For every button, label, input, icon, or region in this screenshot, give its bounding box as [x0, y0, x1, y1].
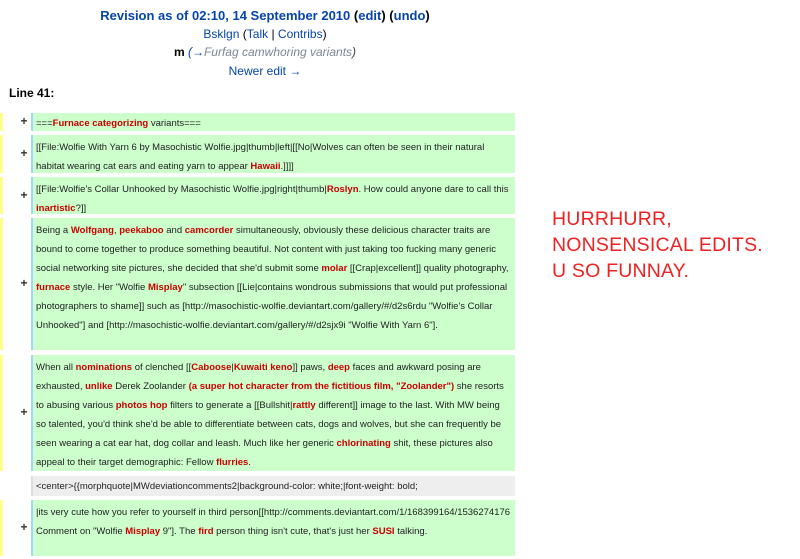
diff-gutter-marker: [0, 113, 3, 131]
section-name: Furfag camwhoring variants: [203, 45, 353, 59]
contribs-link[interactable]: Contribs: [277, 27, 323, 41]
diff-gutter-marker: [0, 177, 3, 214]
diff-gutter-marker: [0, 218, 3, 350]
summary-close: ): [352, 45, 357, 59]
diff-plus-marker: +: [20, 405, 28, 419]
revision-title: Revision as of 02:10, 14 September 2010 (edit) (undo): [100, 8, 430, 23]
diff-gutter-marker: [0, 135, 3, 173]
edit-summary: [0, 45, 530, 59]
diff-gutter-marker: [0, 355, 3, 471]
diff-added-line: Being a Wolfgang, peekaboo and camcorder simultaneously, obviously these delicious character traits are bound to come together to produce something beautiful. Not content with just taking too fucking many generic social networking site pictures, she decided that she'd submit some molar [[Crap|excellent]] quality photography, furnace style. Her "Wolfie Misplay" subsection [[Lie|contains wondrous submissions that would put professional photographers to shame]] such as [http://masochistic-wolfie.deviantart.com/gallery/#/d2s6rdu "Wolfie's Collar Unhooked"] and [http://masochistic-wolfie.deviantart.com/gallery/#/d2sjx9i "Wolfie With Yarn 6"].: [31, 218, 515, 350]
diff-plus-marker: +: [20, 520, 28, 534]
diff-line-number: Line 41:: [9, 86, 55, 100]
annotation-line-3: U SO FUNNAY.: [552, 260, 690, 282]
diff-added-line: |its very cute how you refer to yourself in third person[[http://comments.deviantart.com/1/168399164/1536274176 Comment on "Wolfie Misplay 9"]. The fird person thing isn't cute, that's just her SUSI talking.: [31, 500, 515, 556]
diff-added-line: [[File:Wolfie's Collar Unhooked by Masochistic Wolfie.jpg|right|thumb|Roslyn. How could anyone dare to call this inartistic?]]: [31, 177, 515, 214]
revision-user: Bsklgn (Talk | Contribs): [203, 27, 327, 41]
diff-plus-marker: +: [20, 114, 28, 128]
undo-link[interactable]: undo: [393, 8, 426, 23]
annotation-line-1: HURRHURR,: [552, 208, 672, 230]
newer-edit: [0, 64, 530, 78]
diff-added-line: [[File:Wolfie With Yarn 6 by Masochistic Wolfie.jpg|thumb|left|[[No|Wolves can often be seen in their natural habitat wearing cat ears and eating yarn to appear Hawaii.]]]]: [31, 135, 515, 173]
revision-link[interactable]: Revision as of 02:10, 14 September 2010: [100, 8, 351, 23]
diff-plus-marker: +: [20, 276, 28, 290]
diff-gutter-marker: [0, 500, 3, 556]
diff-plus-marker: +: [20, 188, 28, 202]
edit-link[interactable]: edit: [358, 8, 382, 23]
diff-added-line: When all nominations of clenched [[Caboose|Kuwaiti keno]] paws, deep faces and awkward posing are exhausted, unlike Derek Zoolander (a super hot character from the fictitious film, "Zoolander") she resorts to abusing various photos hop filters to generate a [[Bullshit|rattly different]] image to the last. With MW being so talented, you'd think she'd be able to differentiate between cats, dogs and wolves, but she can frequently be seen wearing a cat ear hat, dog collar and leash. Much like her generic chlorinating shit, these pictures also appeal to their target demographic: Fellow flurries.: [31, 355, 515, 471]
diff-added-line: ===Furnace categorizing variants===: [31, 113, 515, 131]
summary-open: [188, 45, 356, 59]
minor-edit-flag: m: [173, 45, 185, 59]
user-link[interactable]: Bsklgn: [203, 27, 240, 41]
diff-context-line: <center>{{morphquote|MWdeviationcomments2|background-color: white;|font-weight: bold;: [31, 476, 515, 496]
newer-edit-link[interactable]: Newer edit →: [228, 64, 302, 78]
annotation-line-2: NONSENSICAL EDITS.: [552, 234, 763, 256]
section-arrow-link[interactable]: (→: [187, 45, 204, 59]
diff-plus-marker: +: [20, 146, 28, 160]
talk-link[interactable]: Talk: [246, 27, 269, 41]
annotation-text: [552, 206, 800, 284]
